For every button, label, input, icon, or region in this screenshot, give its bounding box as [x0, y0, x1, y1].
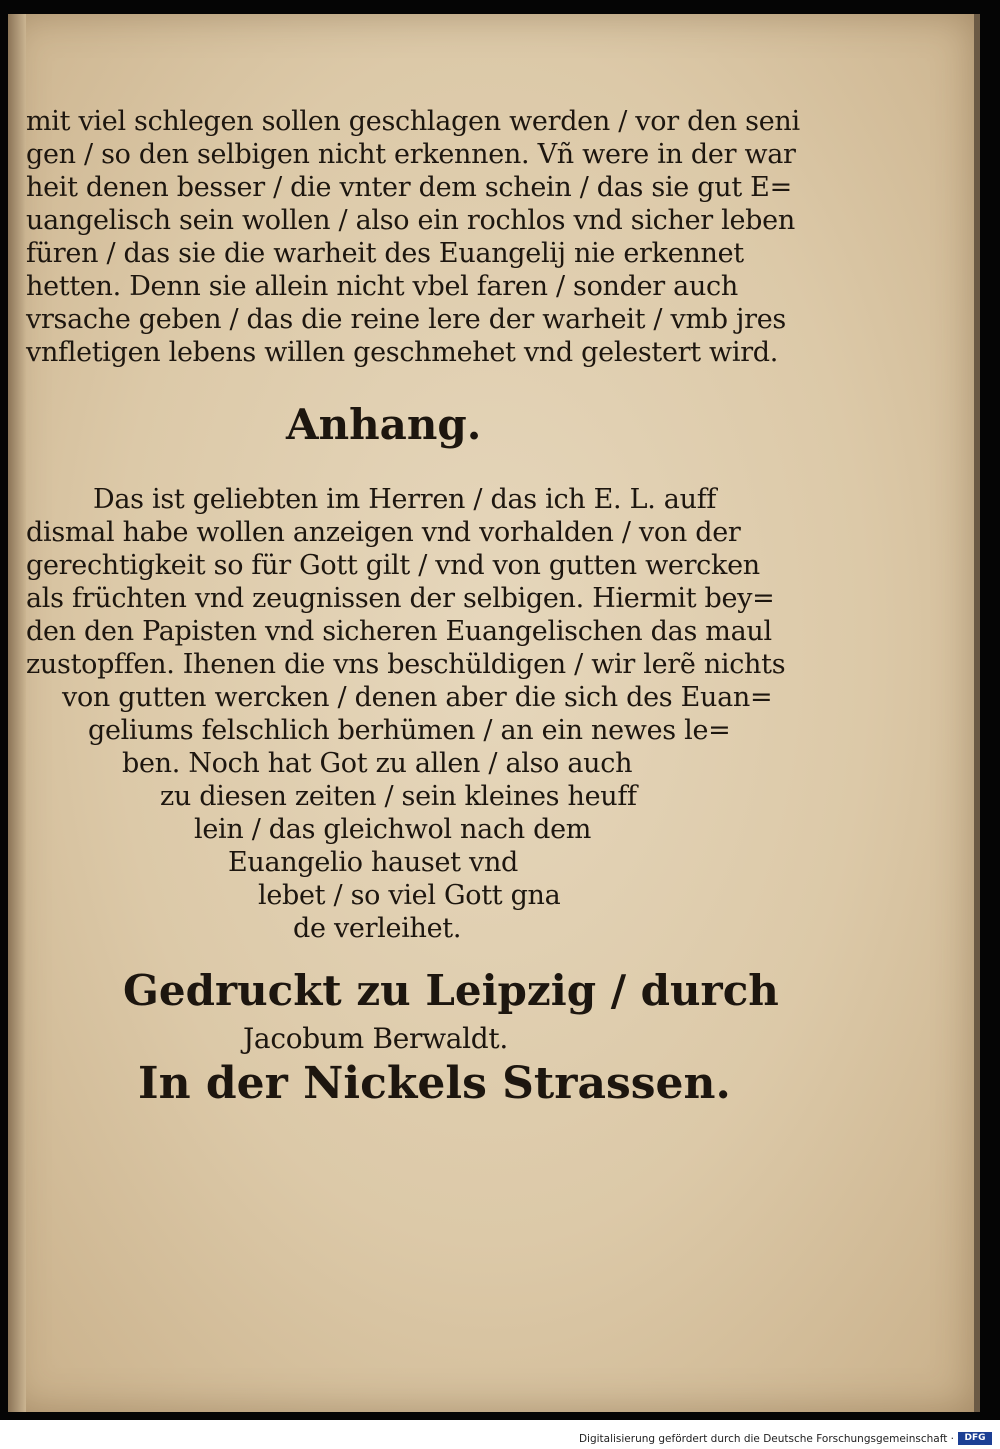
footer-bar	[0, 1420, 1000, 1449]
funding-credit: Digitalisierung gefördert durch die Deutsche Forschungsgemeinschaft ·	[578, 1433, 954, 1445]
appendix-line: geliums felschlich berhümen / an ein newes le=	[88, 715, 731, 746]
page-spine-shadow	[8, 14, 26, 1412]
body-line: gen / so den selbigen nicht erkennen. Vñ were in der war	[26, 139, 796, 170]
appendix-line: lein / das gleichwol nach dem	[194, 814, 592, 845]
book-page	[8, 14, 980, 1412]
body-line: vnfletigen lebens willen geschmehet vnd gelestert wird.	[26, 337, 779, 368]
appendix-line: de verleihet.	[293, 913, 462, 944]
appendix-line: Euangelio hauset vnd	[228, 847, 519, 878]
body-line: füren / das sie die warheit des Euangelij nie erkennet	[26, 238, 744, 269]
colophon-street: In der Nickels Strassen.	[138, 1058, 731, 1109]
body-line: hetten. Denn sie allein nicht vbel faren / sonder auch	[26, 271, 738, 302]
colophon-printer: Jacobum Berwaldt.	[243, 1022, 508, 1055]
body-line: uangelisch sein wollen / also ein rochlos vnd sicher leben	[26, 205, 795, 236]
appendix-line: von gutten wercken / denen aber die sich des Euan=	[62, 682, 773, 713]
appendix-line: gerechtigkeit so für Gott gilt / vnd von gutten wercken	[26, 550, 760, 581]
appendix-line: als früchten vnd zeugnissen der selbigen. Hiermit bey=	[26, 583, 775, 614]
colophon-printed-at: Gedruckt zu Leipzig / durch	[123, 966, 779, 1015]
appendix-line: lebet / so viel Gott gna	[258, 880, 561, 911]
body-line: mit viel schlegen sollen geschlagen werden / vor den seni	[26, 106, 800, 137]
appendix-line: dismal habe wollen anzeigen vnd vorhalden / von der	[26, 517, 741, 548]
appendix-line: zustopffen. Ihenen die vns beschüldigen / wir lerẽ nichts	[26, 649, 786, 680]
body-line: heit denen besser / die vnter dem schein / das sie gut E=	[26, 172, 792, 203]
dfg-logo: DFG	[958, 1432, 992, 1445]
appendix-line: den den Papisten vnd sicheren Euangelischen das maul	[26, 616, 772, 647]
section-heading: Anhang.	[286, 400, 482, 449]
body-line: vrsache geben / das die reine lere der warheit / vmb jres	[26, 304, 786, 335]
appendix-line: zu diesen zeiten / sein kleines heuff	[160, 781, 637, 812]
appendix-line: Das ist geliebten im Herren / das ich E. L. auff	[93, 484, 717, 515]
appendix-line: ben. Noch hat Got zu allen / also auch	[122, 748, 633, 779]
